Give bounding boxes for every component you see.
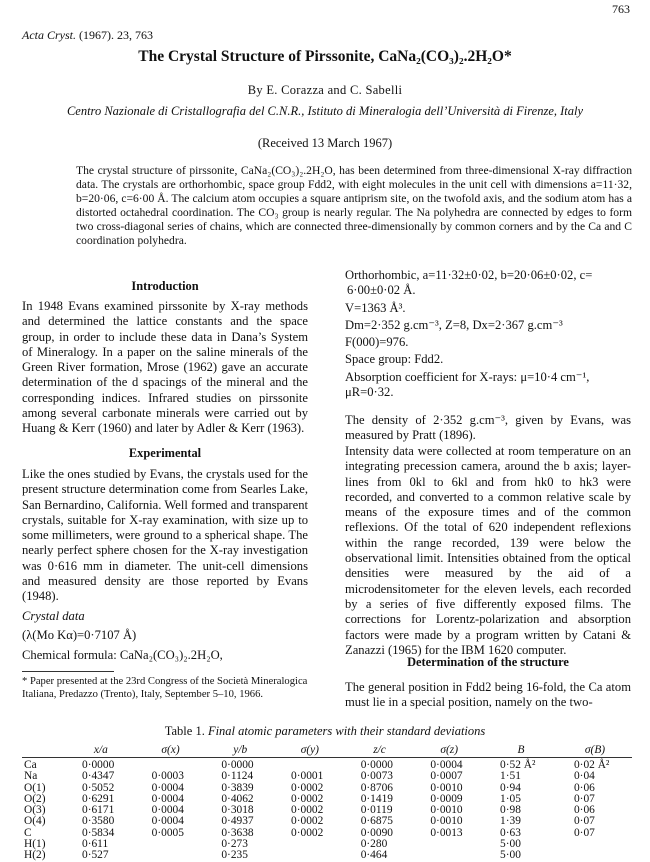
table-cell bbox=[558, 850, 632, 861]
table-cell: 0·0000 bbox=[221, 759, 254, 771]
atom-label-cell: Na bbox=[24, 770, 38, 783]
table-cell bbox=[275, 839, 345, 850]
table-body bbox=[22, 758, 632, 862]
table-cell bbox=[136, 758, 206, 772]
table-cell: 0·464 bbox=[360, 849, 388, 862]
table-cell: 0·280 bbox=[360, 838, 388, 851]
experimental-text: Like the ones studied by Evans, the crystals used for the present structure determination come from Searles Lake, San Bernardino, California. Well formed and transparent crystals, suitable for X-ray examination, with size up to some millimeters, were ground to a spherical shape. The nearly perfect sphere chosen for the X-ray investigation was 0·616 mm in diameter. The unit-cell dimensions and measured density are those reported by Evans (1948). bbox=[22, 467, 308, 604]
determination-heading: Determination of the structure bbox=[407, 655, 569, 669]
table-cell: 0·07 bbox=[573, 815, 595, 828]
experimental-heading: Experimental bbox=[128, 446, 202, 460]
table-cell: 0·94 bbox=[500, 781, 521, 794]
table-row bbox=[22, 758, 632, 772]
table-header-cell: z/c bbox=[345, 743, 415, 758]
table-cell: 0·4937 bbox=[221, 815, 254, 828]
table-cell: 0·0090 bbox=[360, 826, 393, 839]
table-cell: 0·0009 bbox=[430, 792, 463, 805]
affiliation: Centro Nazionale di Cristallografia del C.N.R., Istituto di Mineralogia dell’Università di Firenze, Italy bbox=[66, 104, 584, 118]
table-cell: 0·1124 bbox=[221, 770, 254, 783]
table-cell: 0·527 bbox=[82, 849, 109, 862]
table-cell: 0·0002 bbox=[291, 815, 324, 828]
journal-name: Acta Cryst. bbox=[22, 28, 76, 42]
table-cell: 0·273 bbox=[221, 838, 248, 851]
wavelength-line: (λ(Mo Kα)=0·7107 Å) bbox=[22, 628, 137, 642]
atom-label-cell: Ca bbox=[24, 759, 37, 771]
paper-title: The Crystal Structure of Pirssonite, CaNa₂(CO₃)₂.2H₂O* bbox=[138, 48, 512, 65]
atomic-parameters-table bbox=[22, 743, 632, 862]
table-cell: 0·0004 bbox=[151, 781, 184, 794]
table-cell: 0·06 bbox=[573, 781, 595, 794]
table-cell bbox=[275, 850, 345, 861]
table-cell: 0·0002 bbox=[291, 826, 324, 839]
table-header-cell: σ(z) bbox=[414, 743, 484, 758]
table-cell: 0·0002 bbox=[291, 781, 324, 794]
table-cell: 1·05 bbox=[500, 792, 521, 805]
table-cell: 0·98 bbox=[500, 804, 521, 817]
table-header-row bbox=[22, 743, 632, 758]
param-line: Orthorhombic, a=11·32±0·02, b=20·06±0·02, c= bbox=[345, 268, 593, 282]
param-line: F(000)=976. bbox=[345, 335, 409, 350]
table-cell: 0·0007 bbox=[430, 770, 463, 783]
crystal-data-label: Crystal data bbox=[22, 609, 85, 623]
atom-label-cell: C bbox=[24, 826, 32, 839]
table-cell: 0·3638 bbox=[221, 826, 254, 839]
table-row bbox=[22, 850, 632, 861]
table-cell: 0·5834 bbox=[82, 826, 115, 839]
table-cell: 0·4347 bbox=[82, 770, 115, 783]
table-cell: 0·0119 bbox=[360, 804, 393, 817]
table-header-cell: x/a bbox=[66, 743, 136, 758]
table-cell: 0·06 bbox=[573, 804, 595, 817]
table-cell bbox=[414, 839, 484, 850]
abstract: The crystal structure of pirssonite, CaNa₂(CO₃)₂.2H₂O, has been determined from three-dimensional X-ray diffraction data. The crystals are orthorhombic, space group Fdd2, with eight molecules in the unit cell with dimensions a=11·32, b=20·06, c=6·00 Å. The calcium atom occupies a square antiprism site, on the twofold axis, and the sodium atom has a distorted octahedral coordination. The CO₃ group is nearly regular. The Na polyhedra are connected by edges to form two cross-diagonal series of chains, which are connected three-dimensionally by common corners and by the Ca and C coordination polyhedra. bbox=[76, 164, 632, 247]
table-cell: 0·3018 bbox=[221, 804, 254, 817]
table-cell: 0·02 Å² bbox=[573, 759, 610, 771]
table-cell: 0·07 bbox=[573, 826, 595, 839]
param-line: Dm=2·352 g.cm⁻³, Z=8, Dx=2·367 g.cm⁻³ bbox=[345, 317, 563, 332]
table-cell: 0·611 bbox=[82, 838, 109, 851]
param-line: 6·00±0·02 Å. bbox=[347, 283, 416, 298]
table-cell: 0·6875 bbox=[360, 815, 393, 828]
table-cell: 0·0001 bbox=[291, 770, 324, 783]
density-text: The density of 2·352 g.cm⁻³, given by Evans, was measured by Pratt (1896). bbox=[345, 413, 631, 443]
atom-label-cell: H(2) bbox=[24, 849, 46, 862]
table-cell: 0·3580 bbox=[82, 815, 115, 828]
table-cell: 5·00 bbox=[500, 849, 521, 862]
intensity-text: Intensity data were collected at room temperature on an integrating precession camera, around the b axis; layer-lines from 0kl to 6kl and from hk0 to hk3 were recorded, and converted to a common relative scale by means of the exposure times and of the common reflexions. Of the total of 620 independent reflexions within the range recorded, 139 were below the observational limit. Intensities obtained from the optical densities were measured by the aid of a microdensitometer for the eleven levels, each recorded by a series of five differently exposed films. The corrections for Lorentz-polarization and absorption factors were made by a program written by Catani & Zanazzi (1965) for the IBM 1620 computer. bbox=[345, 444, 631, 657]
table-cell bbox=[136, 839, 206, 850]
param-line: V=1363 Å³. bbox=[345, 300, 406, 315]
table-header-cell: σ(B) bbox=[558, 743, 632, 758]
footnote-divider bbox=[22, 671, 114, 672]
table-row bbox=[22, 839, 632, 850]
table-cell: 0·07 bbox=[573, 792, 595, 805]
table-cell: 1·39 bbox=[500, 815, 521, 828]
param-line: μR=0·32. bbox=[345, 385, 394, 400]
table-cell: 0·0003 bbox=[151, 770, 184, 783]
table-header-cell: B bbox=[484, 743, 558, 758]
table-caption bbox=[0, 724, 650, 739]
table-cell: 0·04 bbox=[573, 770, 595, 783]
table-cell: 0·0005 bbox=[151, 826, 184, 839]
table-cell: 0·0000 bbox=[82, 759, 115, 771]
table-cell: 0·0002 bbox=[291, 804, 324, 817]
table-header-cell: σ(x) bbox=[136, 743, 206, 758]
table-cell: 0·0013 bbox=[430, 826, 463, 839]
introduction-heading: Introduction bbox=[131, 279, 199, 293]
param-line: Space group: Fdd2. bbox=[345, 352, 444, 367]
determination-text: The general position in Fdd2 being 16-fold, the Ca atom must lie in a special position, namely on the two- bbox=[345, 680, 631, 710]
table-cell: 0·8706 bbox=[360, 781, 393, 794]
table-caption-title: Final atomic parameters with their standard deviations bbox=[207, 724, 486, 738]
table-header-cell bbox=[22, 743, 66, 758]
table-cell: 0·0010 bbox=[430, 781, 463, 794]
table-cell: 0·1419 bbox=[360, 792, 393, 805]
table-cell: 5·00 bbox=[500, 838, 521, 851]
footnote: * Paper presented at the 23rd Congress of the Società Mineralogica Italiana, Predazzo (Trento), Italy, September 5–10, 1966. bbox=[22, 676, 308, 700]
table-header-cell: y/b bbox=[205, 743, 275, 758]
table-cell: 0·0010 bbox=[430, 804, 463, 817]
table-header-cell: σ(y) bbox=[275, 743, 345, 758]
atom-label-cell: O(1) bbox=[24, 781, 46, 794]
table-cell: 0·63 bbox=[500, 826, 521, 839]
atom-label-cell: O(3) bbox=[24, 804, 46, 817]
table-cell: 0·0010 bbox=[430, 815, 463, 828]
table-cell: 0·6291 bbox=[82, 792, 115, 805]
table-cell: 0·0002 bbox=[291, 792, 324, 805]
chemical-formula-line: Chemical formula: CaNa₂(CO₃)₂.2H₂O, bbox=[22, 648, 223, 662]
table-row bbox=[22, 828, 632, 839]
table-caption-label: Table 1. bbox=[164, 724, 205, 738]
journal-citation bbox=[22, 28, 153, 43]
table-cell: 0·0004 bbox=[151, 815, 184, 828]
journal-volume: (1967). 23, 763 bbox=[79, 28, 153, 42]
table-cell: 0·0004 bbox=[151, 792, 184, 805]
table-cell bbox=[275, 758, 345, 772]
authors: By E. Corazza and C. Sabelli bbox=[247, 83, 403, 97]
atom-label-cell: O(2) bbox=[24, 792, 46, 805]
atom-label-cell: H(1) bbox=[24, 838, 46, 851]
table-cell: 1·51 bbox=[500, 770, 521, 783]
table-row bbox=[22, 771, 632, 782]
received-date: (Received 13 March 1967) bbox=[257, 136, 393, 150]
table-cell bbox=[414, 850, 484, 861]
crystal-parameters bbox=[345, 268, 631, 400]
introduction-text: In 1948 Evans examined pirssonite by X-ray methods and determined the lattice constants and the space group, in order to include these data in Dana’s System of Mineralogy. In a paper on the saline minerals of the Green River formation, Mrose (1962) gave an accurate determination of the d spacings of the mineral and the corresponding indices. Infrared studies on pirssonite among several carbonate minerals were carried out by Huang & Kerr (1960) and later by Adler & Kerr (1963). bbox=[22, 299, 308, 436]
table-cell bbox=[136, 850, 206, 861]
table-cell: 0·0073 bbox=[360, 770, 393, 783]
table-cell: 0·52 Å² bbox=[500, 759, 536, 771]
param-line: Absorption coefficient for X-rays: μ=10·4 cm⁻¹, bbox=[345, 369, 590, 384]
table-cell: 0·0000 bbox=[360, 759, 393, 771]
atom-label-cell: O(4) bbox=[24, 815, 46, 828]
table-cell: 0·4062 bbox=[221, 792, 254, 805]
table-cell: 0·235 bbox=[221, 849, 248, 862]
table-cell: 0·0004 bbox=[151, 804, 184, 817]
table-cell: 0·5052 bbox=[82, 781, 115, 794]
table-cell bbox=[558, 839, 632, 850]
page-number: 763 bbox=[612, 2, 630, 16]
table-cell: 0·0004 bbox=[430, 759, 463, 771]
table-cell: 0·6171 bbox=[82, 804, 115, 817]
table-cell: 0·3839 bbox=[221, 781, 254, 794]
